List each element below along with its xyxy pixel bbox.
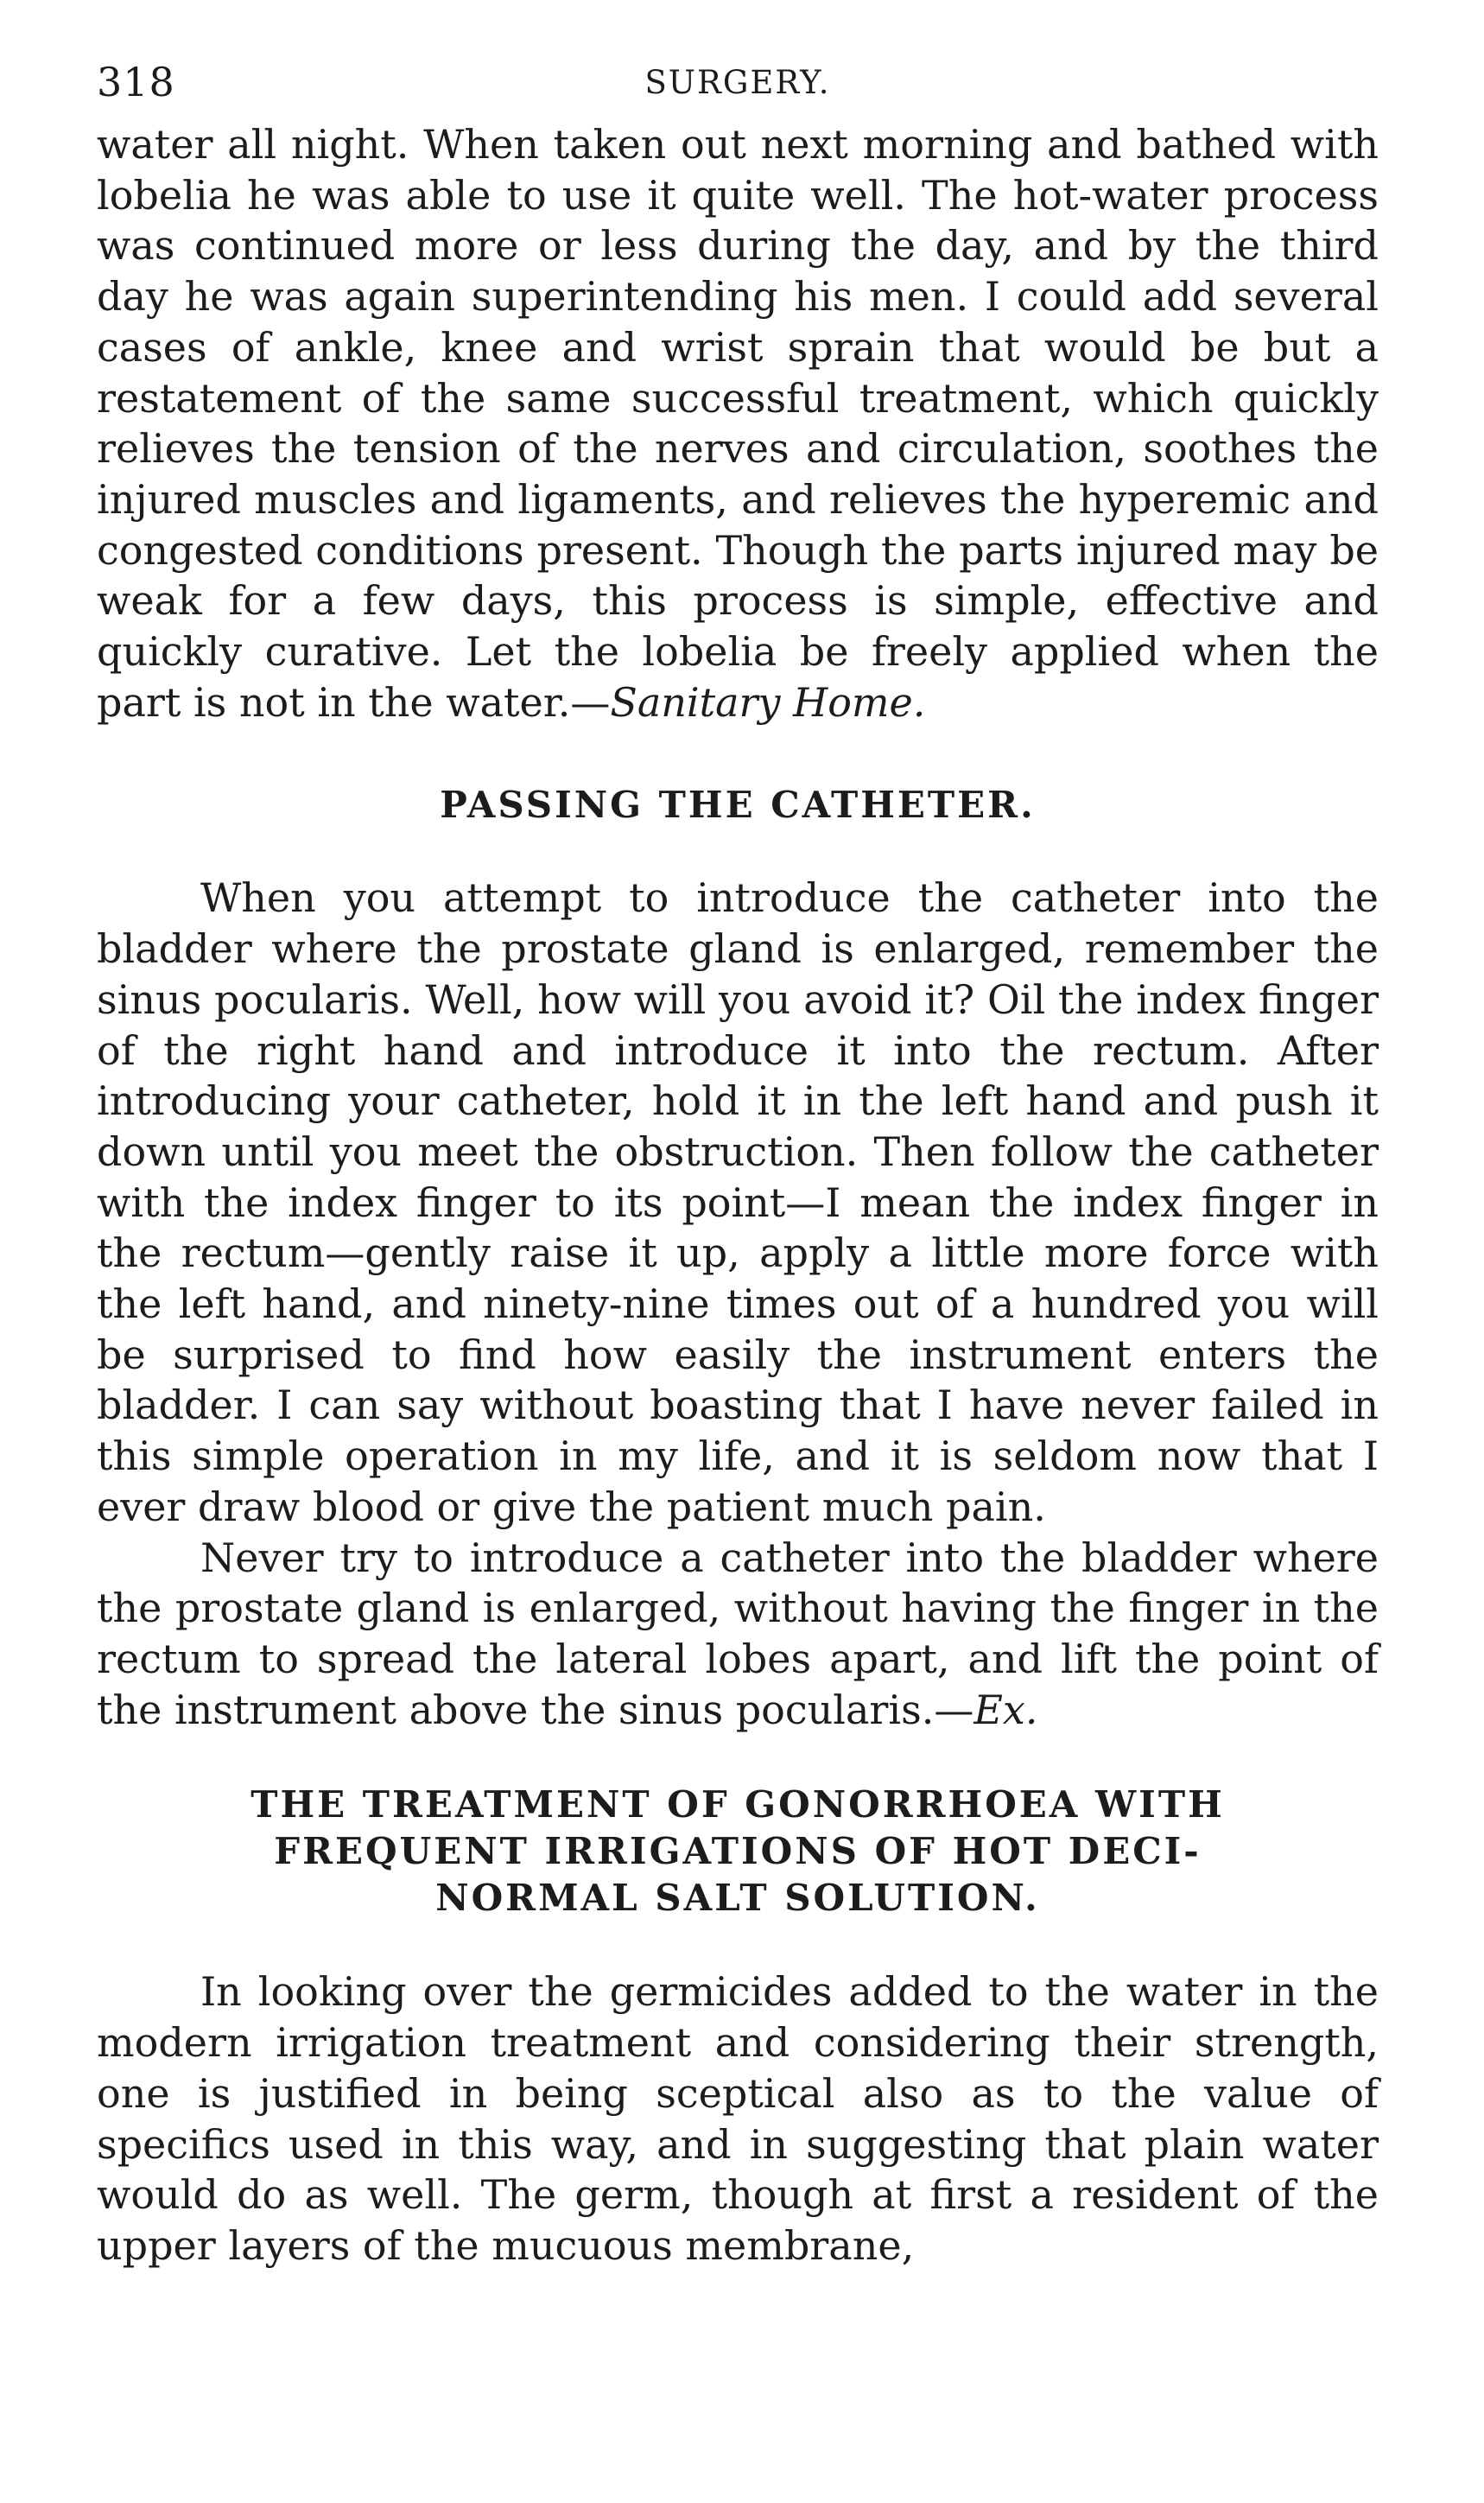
running-head	[97, 59, 1379, 119]
heading-line: NORMAL SALT SOLUTION.	[435, 1877, 1040, 1920]
body-text	[97, 119, 1379, 2271]
heading-line: FREQUENT IRRIGATIONS OF HOT DECI-	[274, 1830, 1202, 1873]
paragraph-irrigation: In looking over the germicides added to the water in the modern irrigation treatment and considering their strength, one is justified in being sceptical also as to the value of specifics used in this way, and in suggesting that plain water would do as well. The germ, though at first a resident of the upper layers of the mucuous membrane,	[97, 1968, 1379, 2269]
running-title: SURGERY.	[644, 64, 831, 101]
paragraph-text: water all night. When taken out next morning and bathed with lobelia he was able to use it quite well. The hot-water process was continued more or less during the day, and by the third day he was again superintending his men. I could add several cases of ankle, knee and wrist sprain that would be but a restatement of the same successful treatment, which quickly relieves the tension of the nerves and circulation, soothes the injured muscles and ligaments, and relieves the hyperemic and congested conditions present. Though the parts injured may be weak for a few days, this process is simple, effective and quickly curative. Let the lobelia be freely applied when the part is not in the water.—	[97, 121, 1379, 726]
page-number: 318	[97, 59, 175, 105]
section-heading-catheter: PASSING THE CATHETER.	[440, 784, 1036, 827]
paragraph-catheter-warning	[97, 1533, 1379, 1736]
source-citation: Ex.	[973, 1686, 1038, 1733]
paragraph-sprain-treatment	[97, 119, 1379, 727]
paragraph-catheter-method: When you attempt to introduce the catheter into the bladder where the prostate gland is enlarged, remember the sinus pocularis. Well, how will you avoid it? Oil the index finger of the right hand and introduce it into the rectum. After introducing your catheter, hold it in the left hand and push it down until you meet the obstruction. Then follow the catheter with the index finger to its point—I mean the index finger in the rectum—gently raise it up, apply a little more force with the left hand, and ninety-nine times out of a hundred you will be surprised to find how easily the instrument enters the bladder. I can say without boasting that I have never failed in this simple operation in my life, and it is seldom now that I ever draw blood or give the patient much pain.	[97, 874, 1379, 1530]
source-citation: Sanitary Home.	[610, 678, 926, 726]
section-heading-gonorrhoea	[97, 1782, 1379, 1922]
paragraph-text: Never try to introduce a catheter into the bladder where the prostate gland is enlarged, without having the finger in the rectum to spread the lateral lobes apart, and lift the point of the instrument above the sinus pocularis.—	[97, 1534, 1379, 1733]
heading-line: THE TREATMENT OF GONORRHOEA WITH	[251, 1783, 1225, 1826]
book-page	[97, 59, 1379, 2271]
